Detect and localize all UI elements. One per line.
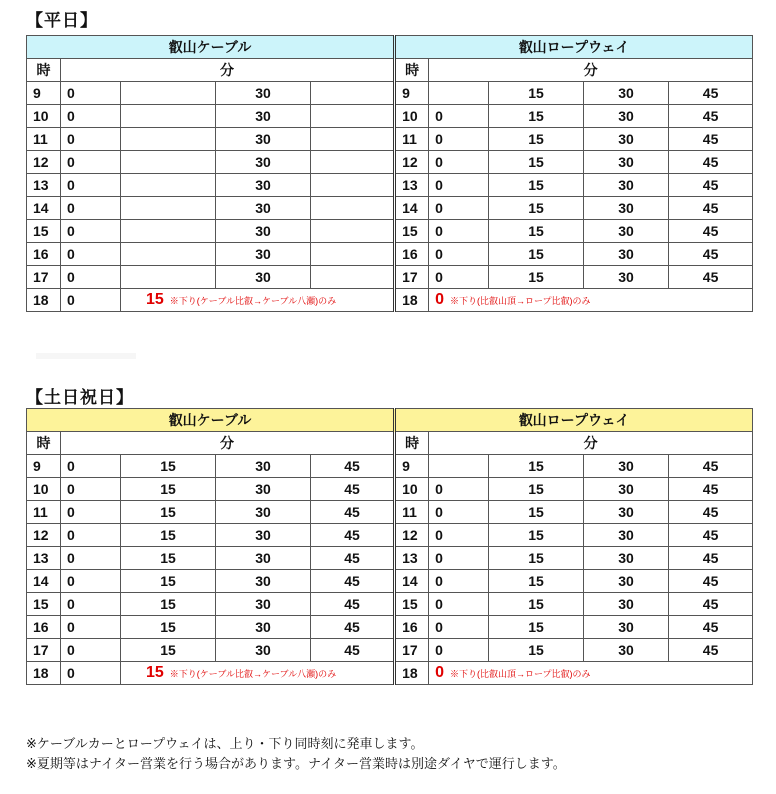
minute-col-header: 分 — [61, 432, 395, 455]
weekday-title: 【平日】 — [26, 11, 98, 31]
ropeway-minute-cell: 15 — [489, 524, 584, 547]
cable-minute-cell — [121, 128, 216, 151]
cable-hour-cell: 15 — [27, 593, 61, 616]
cable-hour-cell: 14 — [27, 570, 61, 593]
ropeway-minute-cell: 15 — [489, 570, 584, 593]
ropeway-minute-cell: 30 — [584, 455, 669, 478]
cable-hour-cell: 12 — [27, 151, 61, 174]
weekday-timetable — [26, 35, 753, 312]
cable-hour-cell: 12 — [27, 524, 61, 547]
footnote-simultaneous-departure: ※ケーブルカーとロープウェイは、上り・下り同時刻に発車します。 — [26, 737, 424, 752]
ropeway-minute-cell: 45 — [669, 616, 753, 639]
cable-downhill-only-note: ※下り(ケーブル比叡→ケーブル八瀬)のみ — [169, 669, 337, 679]
ropeway-minute-cell: 30 — [584, 151, 669, 174]
cable-minute-cell — [311, 197, 395, 220]
ropeway-minute-cell: 15 — [489, 501, 584, 524]
timetable-row — [27, 220, 753, 243]
ropeway-minute-cell: 45 — [669, 524, 753, 547]
timetable-row — [27, 82, 753, 105]
ropeway-hour-cell: 13 — [395, 547, 429, 570]
holiday-title: 【土日祝日】 — [26, 388, 134, 408]
ropeway-minute-cell: 30 — [584, 105, 669, 128]
ropeway-minute-cell: 0 — [429, 547, 489, 570]
ropeway-minute-cell: 0 — [429, 593, 489, 616]
cable-minute-cell: 0 — [61, 266, 121, 289]
ropeway-last-minute: 0 — [435, 664, 444, 681]
cable-minute-cell: 30 — [216, 501, 311, 524]
ropeway-hour-cell: 10 — [395, 105, 429, 128]
timetable-row — [27, 524, 753, 547]
ropeway-minute-cell: 30 — [584, 639, 669, 662]
cable-minute-cell: 0 — [61, 128, 121, 151]
ropeway-minute-cell: 15 — [489, 105, 584, 128]
cable-minute-cell: 30 — [216, 593, 311, 616]
ropeway-minute-cell: 15 — [489, 639, 584, 662]
timetable-row — [27, 501, 753, 524]
cable-minute-cell: 30 — [216, 220, 311, 243]
ropeway-hour-cell: 11 — [395, 501, 429, 524]
cable-minute-cell: 45 — [311, 616, 395, 639]
cable-minute-cell: 45 — [311, 639, 395, 662]
cable-minute-cell — [121, 197, 216, 220]
ropeway-minute-cell: 15 — [489, 478, 584, 501]
hour-col-header: 時 — [27, 59, 61, 82]
cable-hour-cell: 14 — [27, 197, 61, 220]
ropeway-hour-cell: 15 — [395, 220, 429, 243]
cable-minute-cell: 0 — [61, 616, 121, 639]
cable-minute-cell: 15 — [121, 524, 216, 547]
cable-minute-cell — [311, 128, 395, 151]
minute-col-header: 分 — [61, 59, 395, 82]
footnote-night-operation: ※夏期等はナイター営業を行う場合があります。ナイター営業時は別途ダイヤで運行します。 — [26, 757, 566, 772]
cable-minute-cell — [121, 243, 216, 266]
cable-minute-cell: 0 — [61, 501, 121, 524]
ropeway-downhill-only-note: ※下り(比叡山頂→ロープ比叡)のみ — [449, 296, 591, 306]
cable-minute-cell: 15 — [121, 478, 216, 501]
ropeway-minute-cell: 45 — [669, 593, 753, 616]
ropeway-minute-cell: 0 — [429, 266, 489, 289]
timetable-row — [27, 266, 753, 289]
cable-minute-cell — [121, 105, 216, 128]
timetable-row — [27, 105, 753, 128]
cable-minute-cell: 0 — [61, 524, 121, 547]
ropeway-minute-cell: 30 — [584, 197, 669, 220]
cable-header: 叡山ケーブル — [27, 36, 395, 59]
ropeway-hour-cell: 18 — [395, 289, 429, 312]
timetable-row — [27, 243, 753, 266]
cable-minute-cell: 15 — [121, 547, 216, 570]
timetable-row-last — [27, 662, 753, 685]
ropeway-minute-cell: 15 — [489, 82, 584, 105]
ropeway-minute-cell: 0 — [429, 105, 489, 128]
ropeway-minute-cell: 30 — [584, 501, 669, 524]
cable-minute-cell: 0 — [61, 662, 121, 685]
ropeway-minute-cell: 0 — [429, 243, 489, 266]
cable-hour-cell: 11 — [27, 501, 61, 524]
cable-minute-cell: 0 — [61, 82, 121, 105]
ropeway-minute-cell: 45 — [669, 174, 753, 197]
ropeway-minute-cell: 45 — [669, 197, 753, 220]
ropeway-minute-cell: 0 — [429, 151, 489, 174]
minute-col-header: 分 — [429, 432, 753, 455]
ropeway-minute-cell: 0 — [429, 570, 489, 593]
ropeway-hour-cell: 14 — [395, 570, 429, 593]
timetable-row — [27, 639, 753, 662]
cable-minute-cell: 30 — [216, 547, 311, 570]
ropeway-minute-cell: 30 — [584, 82, 669, 105]
cable-minute-cell: 30 — [216, 639, 311, 662]
cable-minute-cell — [121, 220, 216, 243]
ropeway-minute-cell: 15 — [489, 174, 584, 197]
ropeway-minute-cell: 0 — [429, 478, 489, 501]
cable-header: 叡山ケーブル — [27, 409, 395, 432]
ropeway-last-departure-cell — [429, 662, 753, 685]
ropeway-minute-cell: 15 — [489, 266, 584, 289]
cable-hour-cell: 18 — [27, 662, 61, 685]
cable-minute-cell: 15 — [121, 639, 216, 662]
ropeway-minute-cell: 30 — [584, 593, 669, 616]
ropeway-minute-cell: 0 — [429, 501, 489, 524]
cable-minute-cell: 45 — [311, 524, 395, 547]
ropeway-minute-cell: 0 — [429, 639, 489, 662]
cable-minute-cell: 45 — [311, 455, 395, 478]
minute-col-header: 分 — [429, 59, 753, 82]
cable-minute-cell: 30 — [216, 174, 311, 197]
cable-minute-cell: 30 — [216, 524, 311, 547]
cable-minute-cell — [121, 174, 216, 197]
ropeway-hour-cell: 12 — [395, 151, 429, 174]
cable-minute-cell: 30 — [216, 128, 311, 151]
cable-minute-cell: 0 — [61, 243, 121, 266]
timetable-row — [27, 547, 753, 570]
cable-minute-cell: 30 — [216, 197, 311, 220]
ropeway-minute-cell: 45 — [669, 105, 753, 128]
timetable-row — [27, 570, 753, 593]
ropeway-minute-cell: 30 — [584, 266, 669, 289]
cable-hour-cell: 9 — [27, 82, 61, 105]
ropeway-minute-cell: 30 — [584, 616, 669, 639]
ropeway-minute-cell: 45 — [669, 220, 753, 243]
cable-minute-cell — [311, 266, 395, 289]
ropeway-minute-cell: 15 — [489, 243, 584, 266]
cable-minute-cell: 45 — [311, 501, 395, 524]
ropeway-minute-cell: 45 — [669, 501, 753, 524]
cable-minute-cell: 15 — [121, 455, 216, 478]
ropeway-hour-cell: 11 — [395, 128, 429, 151]
ropeway-minute-cell: 45 — [669, 478, 753, 501]
ropeway-hour-cell: 9 — [395, 82, 429, 105]
cable-last-departure-cell — [121, 289, 395, 312]
ropeway-minute-cell: 0 — [429, 128, 489, 151]
ropeway-minute-cell: 30 — [584, 220, 669, 243]
timetable-row — [27, 197, 753, 220]
hour-col-header: 時 — [395, 432, 429, 455]
ropeway-hour-cell: 14 — [395, 197, 429, 220]
cable-minute-cell: 30 — [216, 82, 311, 105]
cable-minute-cell: 45 — [311, 547, 395, 570]
cable-minute-cell: 0 — [61, 570, 121, 593]
cable-hour-cell: 18 — [27, 289, 61, 312]
ropeway-minute-cell: 30 — [584, 174, 669, 197]
cable-minute-cell: 30 — [216, 478, 311, 501]
ropeway-last-departure-cell — [429, 289, 753, 312]
cable-minute-cell — [121, 266, 216, 289]
cable-minute-cell: 0 — [61, 455, 121, 478]
cable-minute-cell: 0 — [61, 547, 121, 570]
ropeway-minute-cell: 45 — [669, 151, 753, 174]
cable-minute-cell: 15 — [121, 570, 216, 593]
ropeway-minute-cell: 15 — [489, 616, 584, 639]
ropeway-minute-cell: 45 — [669, 455, 753, 478]
cable-hour-cell: 16 — [27, 616, 61, 639]
cable-last-minute: 15 — [146, 291, 164, 308]
cable-minute-cell: 0 — [61, 478, 121, 501]
ropeway-minute-cell: 15 — [489, 547, 584, 570]
hour-col-header: 時 — [395, 59, 429, 82]
cable-minute-cell: 0 — [61, 105, 121, 128]
cable-minute-cell — [311, 243, 395, 266]
cable-hour-cell: 16 — [27, 243, 61, 266]
ropeway-downhill-only-note: ※下り(比叡山頂→ロープ比叡)のみ — [449, 669, 591, 679]
cable-minute-cell — [311, 105, 395, 128]
cable-minute-cell: 30 — [216, 616, 311, 639]
ropeway-minute-cell — [429, 82, 489, 105]
ropeway-last-minute: 0 — [435, 291, 444, 308]
timetable-row — [27, 455, 753, 478]
timetable-row — [27, 616, 753, 639]
ropeway-minute-cell: 15 — [489, 128, 584, 151]
cable-hour-cell: 13 — [27, 174, 61, 197]
cable-minute-cell: 0 — [61, 151, 121, 174]
ropeway-hour-cell: 16 — [395, 243, 429, 266]
cable-last-minute: 15 — [146, 664, 164, 681]
ropeway-hour-cell: 17 — [395, 266, 429, 289]
ropeway-minute-cell: 15 — [489, 593, 584, 616]
cable-minute-cell: 0 — [61, 197, 121, 220]
timetable-row — [27, 128, 753, 151]
cable-minute-cell: 0 — [61, 289, 121, 312]
timetable-row — [27, 151, 753, 174]
ropeway-hour-cell: 16 — [395, 616, 429, 639]
ropeway-hour-cell: 15 — [395, 593, 429, 616]
ropeway-minute-cell: 45 — [669, 243, 753, 266]
ropeway-minute-cell: 30 — [584, 570, 669, 593]
ropeway-minute-cell: 45 — [669, 570, 753, 593]
ropeway-minute-cell: 45 — [669, 266, 753, 289]
cable-minute-cell: 30 — [216, 266, 311, 289]
ropeway-minute-cell: 45 — [669, 639, 753, 662]
cable-minute-cell: 15 — [121, 616, 216, 639]
cable-minute-cell — [311, 82, 395, 105]
cable-minute-cell: 30 — [216, 570, 311, 593]
cable-minute-cell: 30 — [216, 243, 311, 266]
timetable-row-last — [27, 289, 753, 312]
cable-minute-cell — [311, 151, 395, 174]
ropeway-header: 叡山ロープウェイ — [395, 409, 753, 432]
ropeway-minute-cell: 0 — [429, 220, 489, 243]
faint-divider — [36, 353, 136, 359]
ropeway-minute-cell: 0 — [429, 524, 489, 547]
ropeway-hour-cell: 18 — [395, 662, 429, 685]
cable-hour-cell: 10 — [27, 105, 61, 128]
ropeway-minute-cell: 0 — [429, 174, 489, 197]
cable-minute-cell: 30 — [216, 105, 311, 128]
ropeway-minute-cell: 45 — [669, 82, 753, 105]
timetable-row — [27, 174, 753, 197]
ropeway-minute-cell: 45 — [669, 128, 753, 151]
cable-minute-cell — [311, 174, 395, 197]
ropeway-hour-cell: 12 — [395, 524, 429, 547]
cable-minute-cell: 30 — [216, 455, 311, 478]
holiday-timetable — [26, 408, 753, 685]
cable-hour-cell: 17 — [27, 639, 61, 662]
cable-minute-cell — [121, 151, 216, 174]
cable-last-departure-cell — [121, 662, 395, 685]
ropeway-minute-cell: 15 — [489, 220, 584, 243]
cable-minute-cell: 0 — [61, 639, 121, 662]
ropeway-hour-cell: 10 — [395, 478, 429, 501]
cable-minute-cell: 45 — [311, 478, 395, 501]
cable-minute-cell: 15 — [121, 593, 216, 616]
cable-minute-cell: 0 — [61, 174, 121, 197]
ropeway-minute-cell — [429, 455, 489, 478]
ropeway-minute-cell: 30 — [584, 524, 669, 547]
timetable-row — [27, 478, 753, 501]
ropeway-minute-cell: 30 — [584, 128, 669, 151]
ropeway-minute-cell: 15 — [489, 455, 584, 478]
cable-minute-cell: 45 — [311, 593, 395, 616]
ropeway-minute-cell: 0 — [429, 197, 489, 220]
cable-downhill-only-note: ※下り(ケーブル比叡→ケーブル八瀬)のみ — [169, 296, 337, 306]
cable-minute-cell: 15 — [121, 501, 216, 524]
ropeway-hour-cell: 9 — [395, 455, 429, 478]
cable-minute-cell: 45 — [311, 570, 395, 593]
cable-hour-cell: 9 — [27, 455, 61, 478]
cable-minute-cell: 0 — [61, 593, 121, 616]
cable-hour-cell: 15 — [27, 220, 61, 243]
ropeway-minute-cell: 15 — [489, 151, 584, 174]
cable-minute-cell: 30 — [216, 151, 311, 174]
cable-hour-cell: 11 — [27, 128, 61, 151]
cable-hour-cell: 10 — [27, 478, 61, 501]
cable-minute-cell — [311, 220, 395, 243]
ropeway-hour-cell: 13 — [395, 174, 429, 197]
cable-minute-cell: 0 — [61, 220, 121, 243]
ropeway-minute-cell: 15 — [489, 197, 584, 220]
ropeway-minute-cell: 0 — [429, 616, 489, 639]
cable-hour-cell: 13 — [27, 547, 61, 570]
ropeway-hour-cell: 17 — [395, 639, 429, 662]
ropeway-minute-cell: 30 — [584, 243, 669, 266]
cable-hour-cell: 17 — [27, 266, 61, 289]
ropeway-header: 叡山ロープウェイ — [395, 36, 753, 59]
cable-minute-cell — [121, 82, 216, 105]
ropeway-minute-cell: 30 — [584, 547, 669, 570]
ropeway-minute-cell: 45 — [669, 547, 753, 570]
timetable-row — [27, 593, 753, 616]
hour-col-header: 時 — [27, 432, 61, 455]
ropeway-minute-cell: 30 — [584, 478, 669, 501]
